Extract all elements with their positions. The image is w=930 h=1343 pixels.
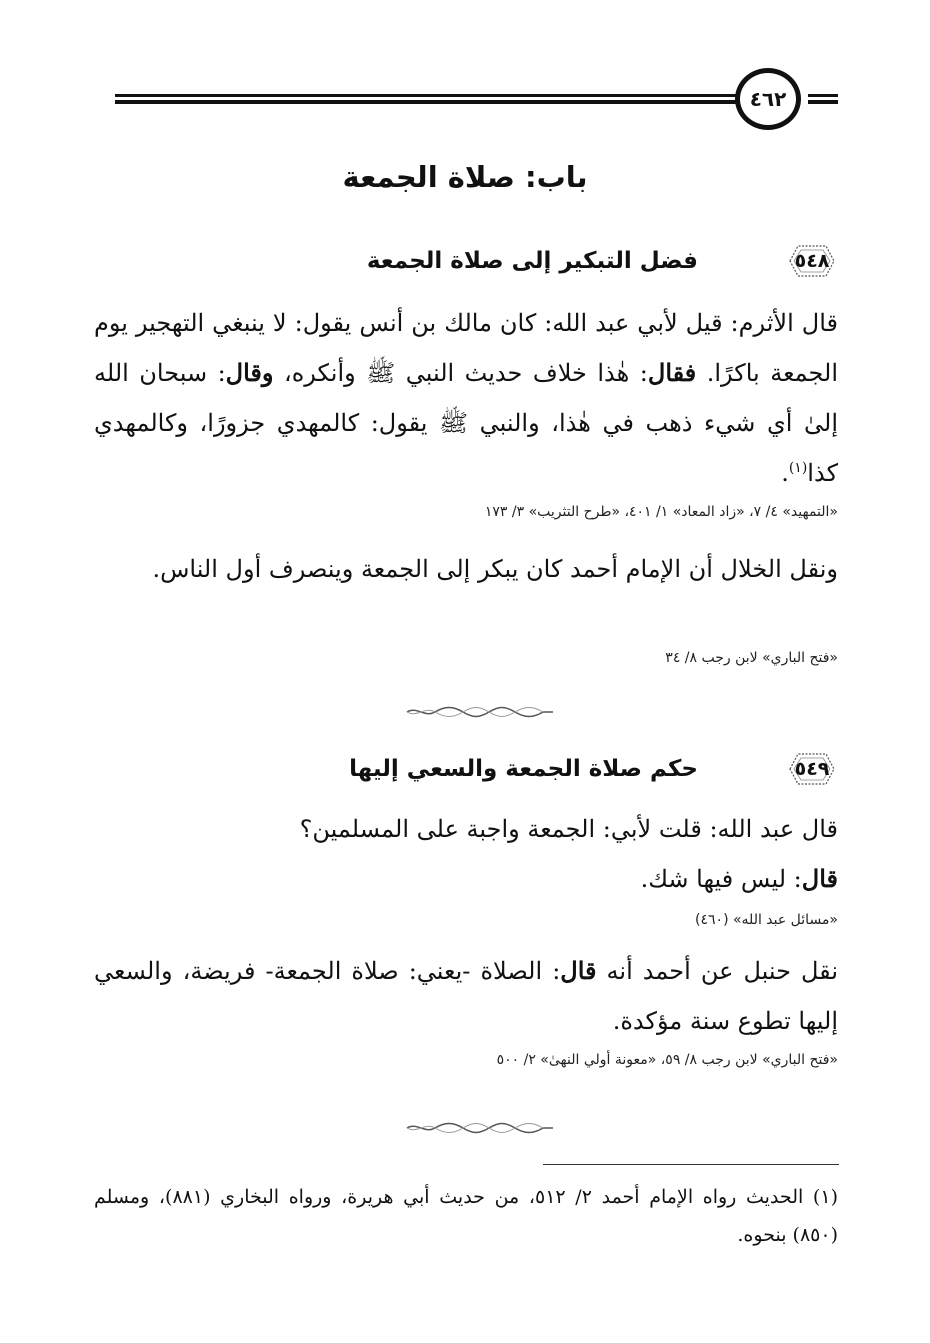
footnote: (١) الحديث رواه الإمام أحمد ٢/ ٥١٢، من حديث أبي هريرة، ورواه البخاري (٨٨١)، ومسلم (٨٥٠) بنحوه. [94, 1186, 838, 1246]
header-rule [115, 94, 737, 104]
section-heading-548 [90, 236, 840, 286]
section-number-badge: ٥٤٨ [784, 238, 840, 284]
section-title: حكم صلاة الجمعة والسعي إليها [349, 756, 698, 782]
footnote-rule [543, 1164, 839, 1165]
paragraph: نقل حنبل عن أحمد أنه قال: الصلاة -يعني: صلاة الجمعة- فريضة، والسعي إليها تطوع سنة مؤكدة. [94, 956, 838, 1035]
source-citation: «فتح الباري» لابن رجب ٨/ ٣٤ [665, 650, 838, 666]
header-rule-end [808, 94, 838, 104]
footnote-ref: (١) [788, 460, 808, 476]
paragraph: ونقل الخلال أن الإمام أحمد كان يبكر إلى الجمعة وينصرف أول الناس. [152, 555, 838, 583]
paragraph: قال الأثرم: قيل لأبي عبد الله: كان مالك بن أنس يقول: لا ينبغي التهجير يوم الجمعة باكرًا. فقال: هٰذا خلاف حديث النبي ﷺ وأنكره، وقال: سبحان الله إلىٰ أي شيء ذهب في هٰذا، والنبي ﷺ يقول: كالمهدي جزورًا، وكالمهدي كذا$^{(١)}$. [94, 309, 838, 487]
section-title: فضل التبكير إلى صلاة الجمعة [366, 248, 698, 274]
source-citation: «التمهيد» ٤/ ٧، «زاد المعاد» ١/ ٤٠١، «طرح التثريب» ٣/ ١٧٣ [484, 504, 838, 520]
ornament-divider-icon [405, 1122, 555, 1134]
source-citation: «مسائل عبد الله» (٤٦٠) [695, 912, 838, 928]
section-heading-549 [90, 744, 840, 794]
paragraph: قال عبد الله: قلت لأبي: الجمعة واجبة على المسلمين؟ [299, 815, 838, 843]
ornament-divider-icon [405, 706, 555, 718]
paragraph: قال: ليس فيها شك. [640, 864, 838, 893]
section-number-badge: ٥٤٩ [784, 746, 840, 792]
source-citation: «فتح الباري» لابن رجب ٨/ ٥٩، «معونة أولي النهىٰ» ٢/ ٥٠٠ [496, 1052, 838, 1068]
page-number: ٤٦٢ [735, 68, 801, 130]
chapter-title: باب: صلاة الجمعة [342, 160, 588, 194]
